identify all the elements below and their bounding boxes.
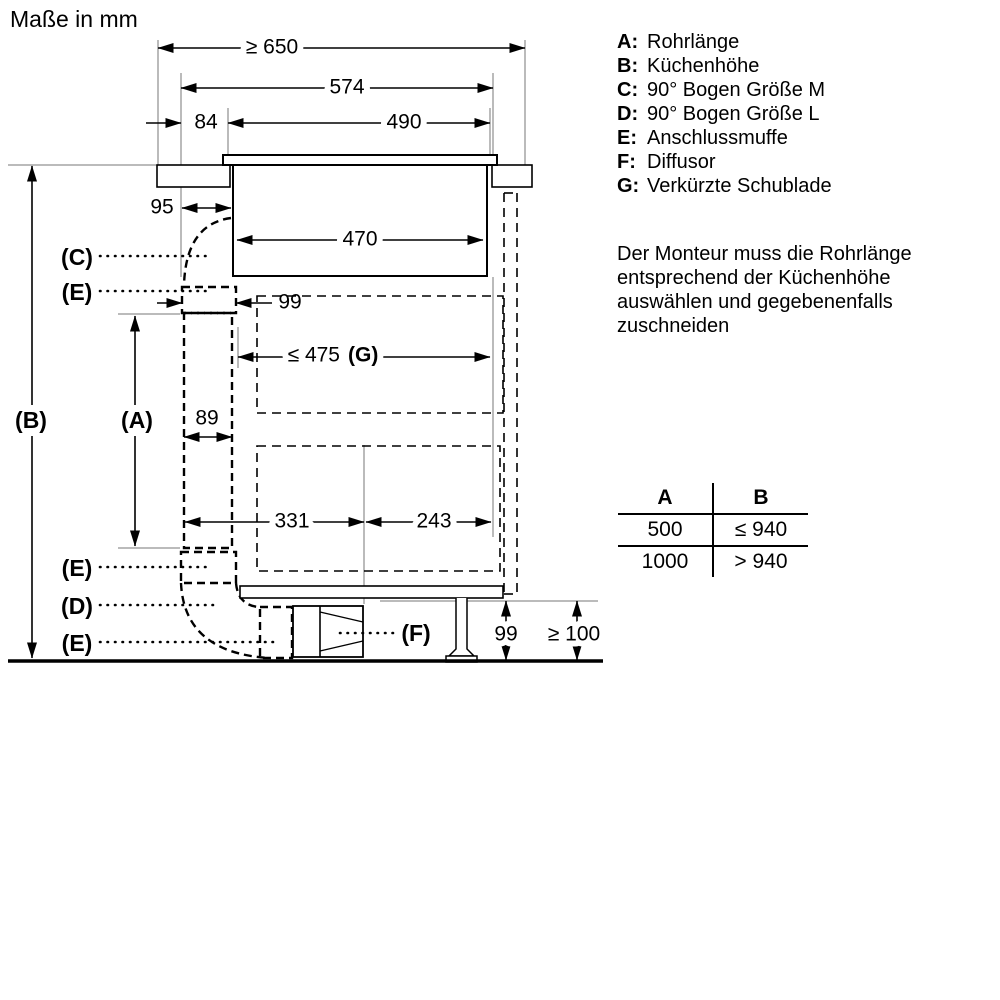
- table-cell: 500: [618, 514, 713, 546]
- label-a: (A): [121, 407, 153, 433]
- legend-item-f: [617, 150, 832, 174]
- dim-475: ≤ 475: [287, 343, 340, 367]
- dim-243: 243: [416, 509, 452, 533]
- dim-99-bottom: 99: [494, 622, 518, 646]
- diffusor: [293, 606, 363, 657]
- countertop-right-hatch: [492, 165, 532, 187]
- structures: [8, 155, 603, 662]
- hob-body: [233, 165, 487, 276]
- legend-key: F:: [617, 151, 636, 173]
- legend-label: Küchenhöhe: [647, 55, 760, 77]
- legend-key: C:: [617, 79, 639, 101]
- legend-item-e: [617, 126, 832, 150]
- legend-label: Diffusor: [647, 151, 716, 173]
- legend-item-b: [617, 54, 832, 78]
- lower-drawer-outline: [257, 446, 500, 571]
- table-cell: ≤ 940: [713, 514, 808, 546]
- dim-650: ≥ 650: [245, 35, 299, 59]
- table-header-a: A: [618, 483, 713, 514]
- dim-89: 89: [195, 406, 219, 430]
- legend-key: D:: [617, 103, 639, 125]
- label-e-top: (E): [61, 279, 93, 305]
- table-cell: > 940: [734, 550, 788, 573]
- socket-e-bottom: [260, 607, 292, 658]
- legend-item-g: [617, 174, 832, 198]
- dimension-table: [618, 483, 808, 577]
- table-cell: 1000: [618, 546, 713, 577]
- label-d: (D): [61, 593, 93, 619]
- legend-key: E:: [617, 127, 637, 149]
- dim-475-g: (G): [348, 343, 379, 367]
- legend-label: Anschlussmuffe: [647, 127, 788, 149]
- legend: [617, 30, 832, 198]
- legend-item-d: [617, 102, 832, 126]
- legend-key: A:: [617, 31, 639, 53]
- dim-95: 95: [150, 195, 174, 219]
- legend-label: 90° Bogen Größe M: [647, 79, 826, 101]
- hob-top-plate: [223, 155, 497, 165]
- countertop-left-hatch: [157, 165, 230, 187]
- legend-item-c: [617, 78, 832, 102]
- dim-574: 574: [329, 75, 365, 99]
- legend-label: Rohrlänge: [647, 31, 740, 53]
- table-header-b: B: [713, 483, 808, 514]
- label-b: (B): [15, 407, 47, 433]
- legend-label: 90° Bogen Größe L: [647, 103, 820, 125]
- vertical-duct: [184, 313, 232, 548]
- dim-100: ≥ 100: [547, 622, 601, 646]
- legend-key: G:: [617, 175, 640, 197]
- legend-item-a: [617, 30, 832, 54]
- legend-key: B:: [617, 55, 639, 77]
- dim-84: 84: [194, 110, 218, 134]
- dim-470: 470: [342, 227, 378, 251]
- installer-note: Der Monteur muss die Rohrlänge entsprechend der Küchenhöhe auswählen und gegebenenfalls zuschneiden: [617, 243, 912, 337]
- label-c: (C): [61, 244, 93, 270]
- label-e-mid: (E): [61, 555, 93, 581]
- table-row: [618, 546, 808, 577]
- bend-c-arc: [184, 218, 231, 285]
- page-title: Maße in mm: [10, 6, 138, 32]
- dim-331: 331: [274, 509, 310, 533]
- label-f: (F): [401, 620, 431, 646]
- dim-99-top: 99: [278, 290, 302, 314]
- label-e-bottom: (E): [61, 630, 93, 656]
- legend-label: Verkürzte Schublade: [647, 175, 832, 197]
- table-row: [618, 514, 808, 546]
- cabinet-bottom-panel: [240, 586, 503, 598]
- adjustable-foot: [446, 598, 477, 662]
- dimension-texts: [150, 36, 600, 646]
- dim-490: 490: [386, 110, 422, 134]
- table-header-row: [618, 483, 808, 514]
